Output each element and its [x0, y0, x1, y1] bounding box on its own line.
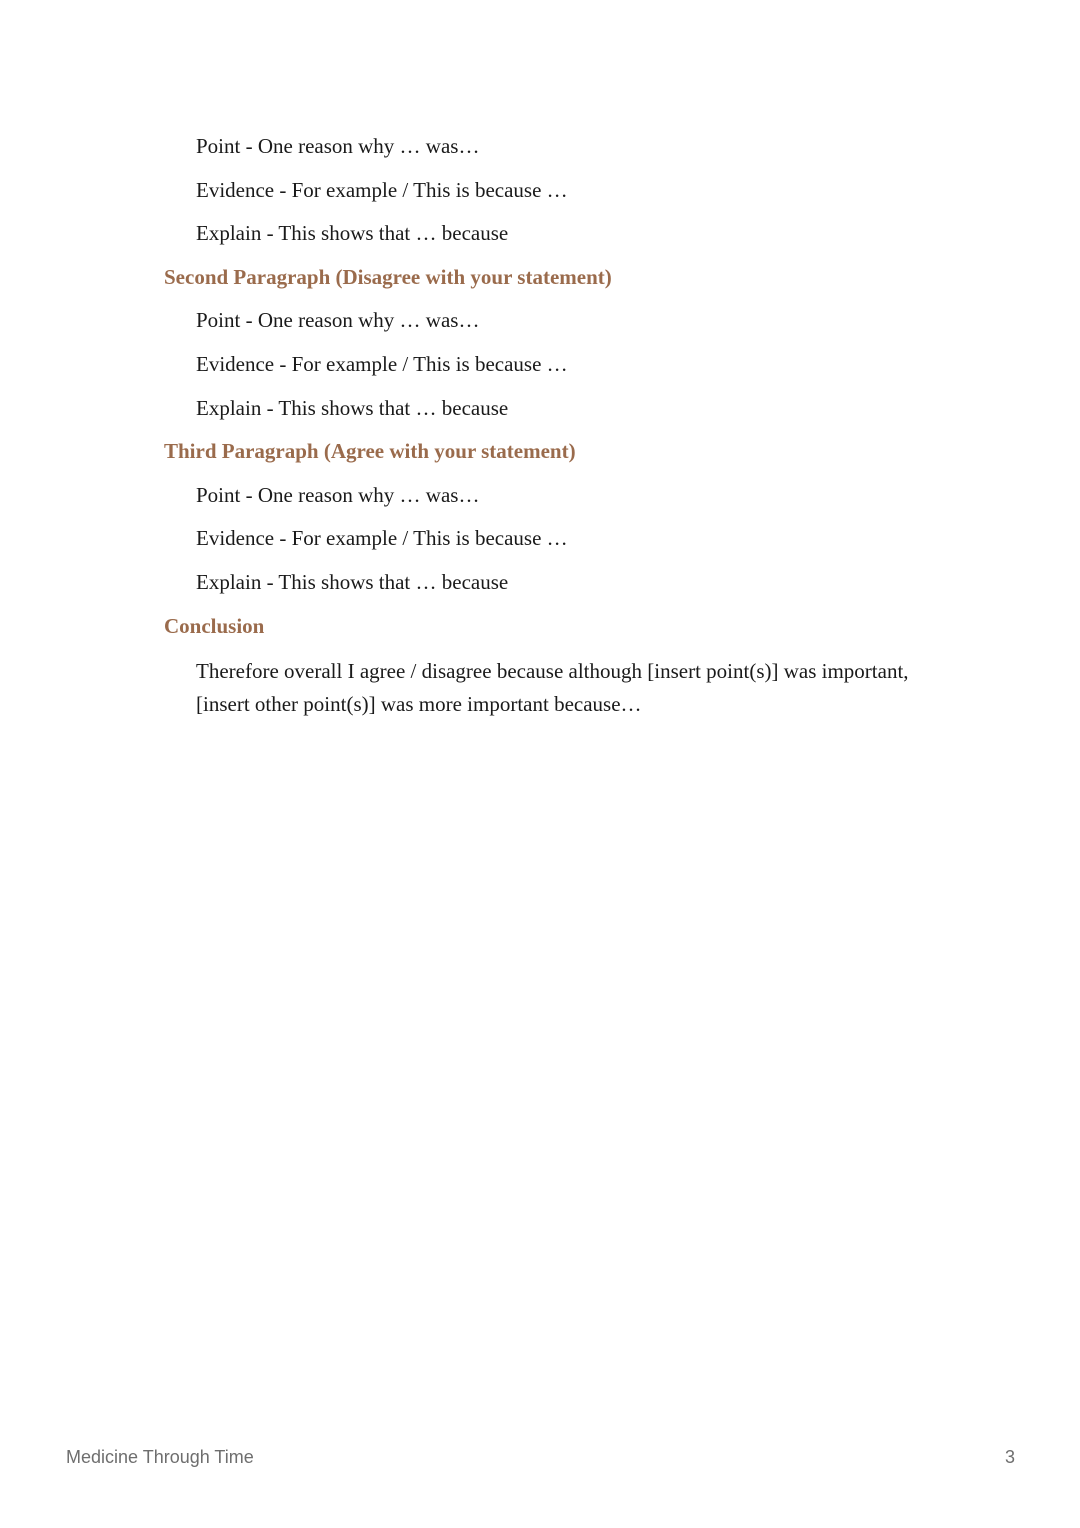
third-paragraph-evidence: Evidence - For example / This is because … — [196, 526, 568, 551]
conclusion-heading: Conclusion — [164, 613, 265, 638]
third-paragraph-explain: Explain - This shows that … because — [196, 569, 509, 594]
second-paragraph-point: Point - One reason why … was… — [196, 308, 480, 333]
first-paragraph-explain: Explain - This shows that … because — [196, 221, 509, 246]
page-content — [164, 128, 964, 721]
second-paragraph-heading: Second Paragraph (Disagree with your statement) — [164, 264, 612, 289]
third-paragraph-point: Point - One reason why … was… — [196, 482, 480, 507]
third-paragraph-heading: Third Paragraph (Agree with your statement) — [164, 439, 576, 464]
first-paragraph-evidence: Evidence - For example / This is because … — [196, 177, 568, 202]
footer-page-number: 3 — [1004, 1447, 1015, 1467]
conclusion-text: Therefore overall I agree / disagree because although [insert point(s)] was important, [insert other point(s)] was more important because… — [196, 659, 909, 717]
second-paragraph-explain: Explain - This shows that … because — [196, 395, 509, 420]
footer-document-title: Medicine Through Time — [66, 1447, 254, 1467]
first-paragraph-point: Point - One reason why … was… — [196, 134, 480, 158]
second-paragraph-evidence: Evidence - For example / This is because … — [196, 351, 568, 376]
